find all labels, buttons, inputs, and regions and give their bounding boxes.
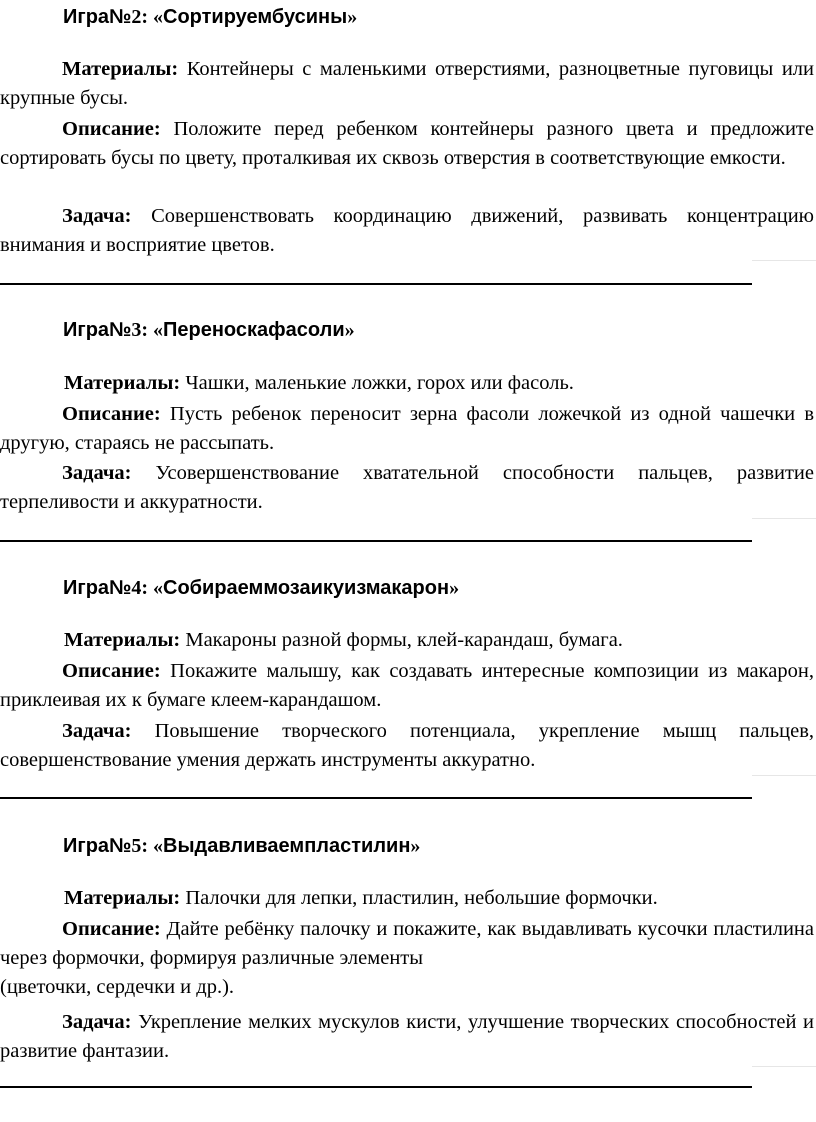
section-divider [0, 1086, 752, 1088]
task-text: Укрепление мелких мускулов кисти, улучшение творческих способностей и развитие фантазии. [0, 1011, 814, 1062]
description-paragraph [0, 657, 814, 714]
materials-label: Материалы: [64, 372, 181, 394]
materials-label: Материалы: [64, 887, 181, 909]
description-text: Положите перед ребенком контейнеры разного цвета и предложите сортировать бусы по цвету, проталкивая их сквозь отверстия в соответствующие емкости. [0, 118, 814, 169]
title-separator: : « [141, 6, 164, 28]
description-text: Дайте ребёнку палочку и покажите, как выдавливать кусочки пластилина через формочки, формируя различные элементы [0, 918, 814, 969]
description-label: Описание: [62, 918, 161, 940]
task-paragraph [0, 717, 814, 774]
materials-label: Материалы: [62, 58, 179, 80]
materials-paragraph [0, 626, 814, 655]
title-separator: : « [141, 835, 164, 857]
description-text: Пусть ребенок переносит зерна фасоли ложечкой из одной чашечки в другую, стараясь не рассыпать. [0, 403, 814, 454]
description-text-continued: (цветочки, сердечки и др.). [0, 976, 235, 998]
title-close-quote: » [449, 577, 460, 599]
task-label: Задача: [62, 462, 132, 484]
title-separator: : « [141, 577, 164, 599]
game-title [63, 4, 357, 30]
section-divider [0, 283, 752, 285]
faint-rule [752, 518, 816, 519]
task-paragraph [0, 202, 814, 259]
game-title [63, 575, 459, 601]
faint-rule [752, 260, 816, 261]
faint-rule [752, 775, 816, 776]
section-divider [0, 540, 752, 542]
description-paragraph [0, 915, 814, 972]
title-prefix: Игра№ [63, 577, 132, 599]
materials-paragraph [0, 369, 814, 398]
description-text: Покажите малышу, как создавать интересные композиции из макарон, приклеивая их к бумаге клеем-карандашом. [0, 660, 814, 711]
game-title [63, 833, 420, 859]
title-prefix: Игра№ [63, 6, 132, 28]
game-name: Сортируембусины [163, 6, 348, 28]
task-text: Совершенствовать координацию движений, развивать концентрацию внимания и восприятие цветов. [0, 205, 814, 256]
game-number: 2 [131, 6, 142, 28]
game-number: 4 [131, 577, 142, 599]
materials-label: Материалы: [64, 629, 181, 651]
task-label: Задача: [62, 205, 132, 227]
game-name: Собираеммозаикуизмакарон [163, 577, 450, 599]
task-paragraph [0, 459, 814, 516]
materials-text: Контейнеры с маленькими отверстиями, разноцветные пуговицы или крупные бусы. [0, 58, 814, 109]
description-label: Описание: [62, 660, 161, 682]
game-number: 5 [131, 835, 142, 857]
task-text: Усовершенствование хватательной способности пальцев, развитие терпеливости и аккуратности. [0, 462, 814, 513]
title-separator: : « [141, 319, 164, 341]
description-continuation [0, 973, 814, 1002]
task-paragraph [0, 1008, 814, 1065]
materials-paragraph [0, 55, 814, 112]
title-prefix: Игра№ [63, 319, 132, 341]
title-prefix: Игра№ [63, 835, 132, 857]
task-text: Повышение творческого потенциала, укрепление мышц пальцев, совершенствование умения держать инструменты аккуратно. [0, 720, 814, 771]
game-title [63, 317, 355, 343]
description-label: Описание: [62, 403, 161, 425]
task-label: Задача: [62, 720, 132, 742]
materials-text: Палочки для лепки, пластилин, небольшие формочки. [180, 887, 658, 909]
description-paragraph [0, 400, 814, 457]
section-divider [0, 797, 752, 799]
title-close-quote: » [344, 319, 355, 341]
materials-paragraph [0, 884, 814, 913]
faint-rule [752, 1066, 816, 1067]
title-close-quote: » [347, 6, 358, 28]
title-close-quote: » [410, 835, 421, 857]
materials-text: Чашки, маленькие ложки, горох или фасоль. [180, 372, 574, 394]
description-paragraph [0, 115, 814, 172]
materials-text: Макароны разной формы, клей-карандаш, бумага. [180, 629, 623, 651]
game-name: Переноскафасоли [163, 319, 345, 341]
description-label: Описание: [62, 118, 161, 140]
task-label: Задача: [62, 1011, 132, 1033]
game-number: 3 [131, 319, 142, 341]
game-name: Выдавливаемпластилин [163, 835, 411, 857]
